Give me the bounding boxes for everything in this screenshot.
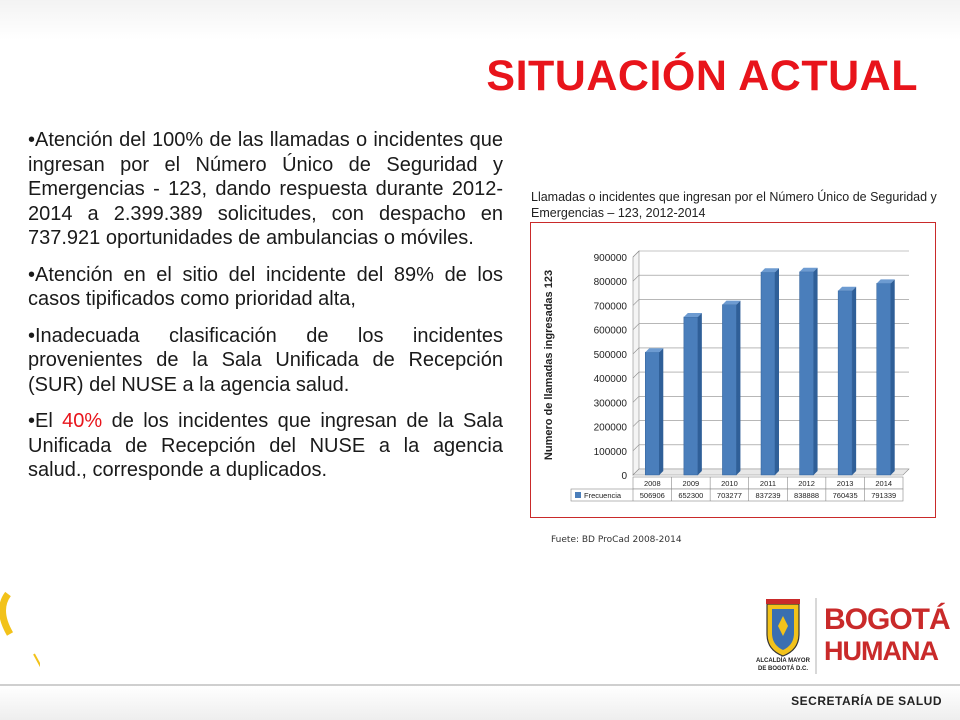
brand-line-2: HUMANA — [824, 636, 938, 666]
bullet-3: •Inadecuada clasificación de los incidentes provenientes de la Sala Unificada de Recepción (SUR) del NUSE a la agencia salud. — [28, 324, 503, 396]
data-label: 838888 — [794, 491, 820, 500]
data-label: 791339 — [871, 491, 897, 500]
source-note: Fuete: BD ProCad 2008-2014 — [551, 535, 682, 545]
x-tick-label: 2013 — [836, 479, 854, 488]
bar-side — [736, 301, 740, 475]
chart-caption: Llamadas o incidentes que ingresan por el Número Único de Seguridad y Emergencias – 123, 2012-2014 — [531, 190, 937, 220]
bullet-1: •Atención del 100% de las llamadas o incidentes que ingresan por el Número Único de Seguridad y Emergencias - 123, dando respuesta durante 2012-2014 a 2.399.389 solicitudes, con despacho en 737.921 oportunidades de ambulancias o móviles. — [28, 129, 503, 249]
bar — [684, 317, 698, 475]
bar-side — [698, 313, 702, 475]
y-axis-label: Numero de llamadas ingresadas 123 — [543, 269, 555, 461]
footer-label: SECRETARÍA DE SALUD — [791, 694, 942, 708]
bar — [877, 283, 891, 475]
bar-side — [775, 268, 779, 475]
bar — [761, 272, 775, 475]
bullet-2: •Atención en el sitio del incidente del 89% de los casos tipificados como prioridad alta, — [28, 263, 503, 310]
x-tick-label: 2011 — [759, 479, 777, 488]
bullet-4-after: de los incidentes que ingresan de la Sala Unificada de Recepción del NUSE a la agencia salud., corresponde a duplicados. — [28, 410, 503, 481]
bullet-4 — [28, 409, 503, 483]
chart-frame — [530, 222, 936, 518]
data-label: 760435 — [832, 491, 858, 500]
y-tick-label: 600000 — [593, 325, 627, 337]
bar-chart — [531, 223, 935, 517]
x-tick-label: 2009 — [682, 479, 700, 488]
bar-side — [852, 287, 856, 475]
alcaldia-line-1: ALCALDÍA MAYOR — [756, 658, 810, 664]
x-tick-label: 2010 — [721, 479, 738, 488]
data-label: 837239 — [755, 491, 781, 500]
x-tick-label: 2008 — [643, 479, 661, 488]
bar — [838, 291, 852, 475]
decorative-arc — [0, 590, 40, 680]
bullet-4-before: •El — [28, 410, 63, 432]
chart-side-wall — [633, 251, 639, 475]
slide-title: SITUACIÓN ACTUAL — [486, 52, 918, 100]
legend-swatch — [575, 492, 581, 498]
bar — [645, 352, 659, 475]
y-tick-label: 200000 — [593, 422, 627, 434]
data-label: 652300 — [678, 491, 704, 500]
y-tick-label: 700000 — [593, 301, 627, 313]
bullet-list — [28, 128, 503, 495]
bar — [800, 272, 814, 475]
y-tick-label: 100000 — [593, 446, 627, 458]
y-tick-label: 400000 — [593, 374, 627, 386]
bar-side — [814, 268, 818, 475]
x-tick-label: 2012 — [798, 479, 815, 488]
data-label: 703277 — [716, 491, 742, 500]
legend-label: Frecuencia — [584, 491, 622, 500]
alcaldia-line-2: DE BOGOTÁ D.C. — [757, 666, 808, 672]
data-label: 506906 — [639, 491, 665, 500]
x-tick-label: 2014 — [875, 479, 893, 488]
y-tick-label: 0 — [621, 471, 627, 482]
bar — [722, 305, 736, 475]
y-tick-label: 900000 — [593, 253, 627, 264]
brand-line-1: BOGOTÁ — [824, 603, 950, 636]
y-tick-label: 500000 — [593, 349, 627, 361]
bar-side — [659, 348, 663, 475]
y-tick-label: 800000 — [593, 277, 627, 289]
bar-side — [891, 279, 895, 475]
bullet-4-highlight: 40% — [62, 410, 103, 432]
top-band — [0, 0, 960, 40]
y-tick-label: 300000 — [593, 398, 627, 410]
logo-block — [752, 596, 950, 682]
